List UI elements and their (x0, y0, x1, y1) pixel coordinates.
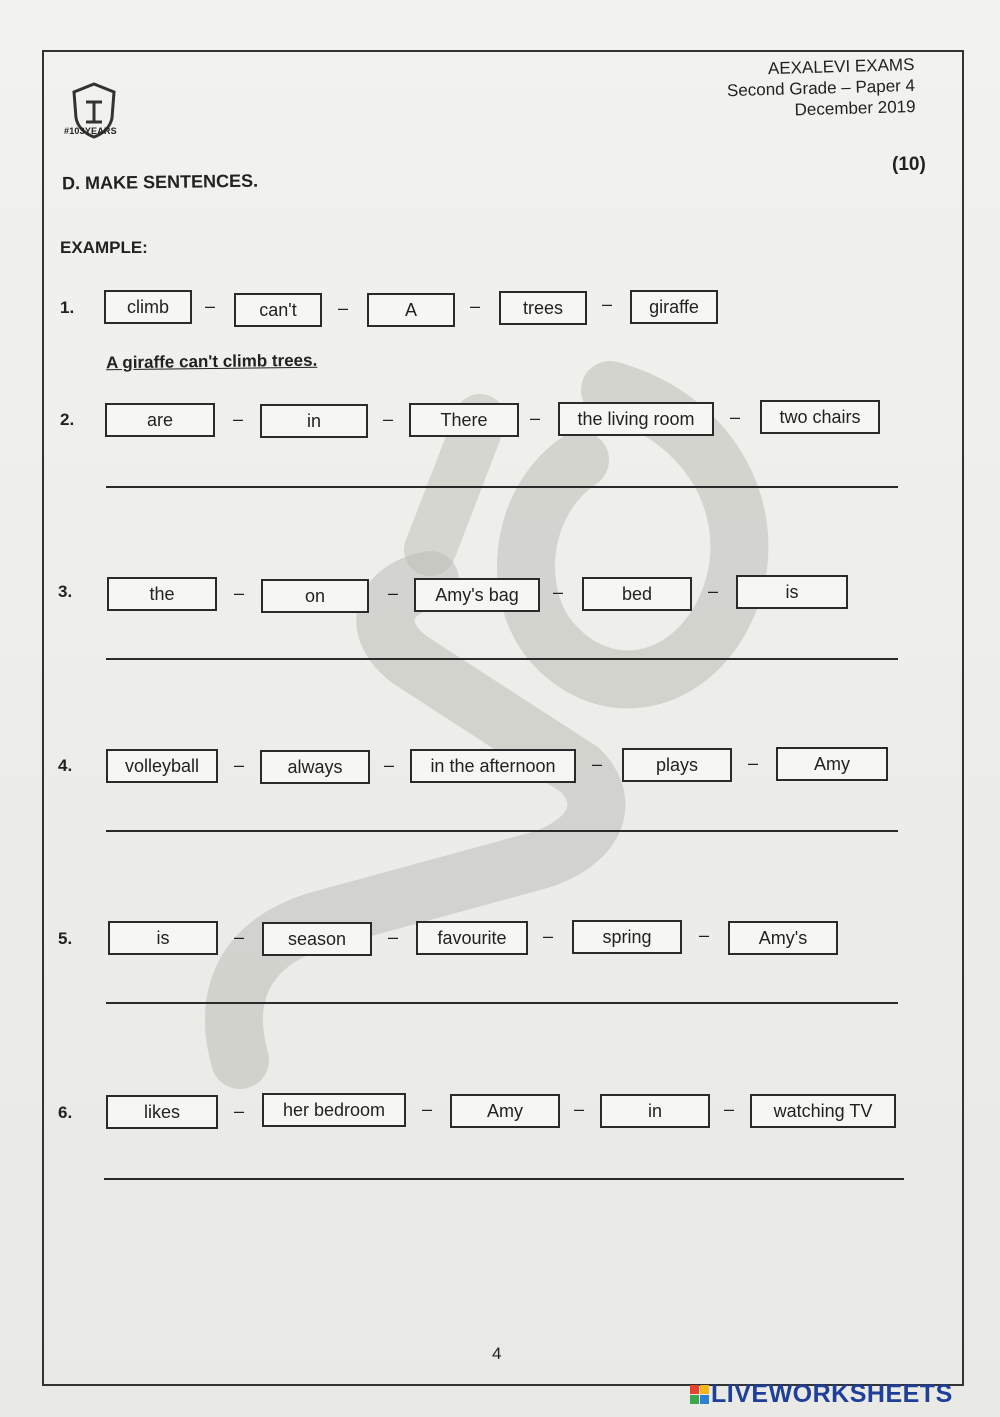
word-box[interactable]: are (105, 403, 215, 437)
example-answer: A giraffe can't climb trees. (105, 350, 318, 373)
word-box[interactable]: in (260, 404, 368, 438)
separator-dash: – (205, 296, 216, 316)
word-box[interactable]: the living room (558, 402, 714, 436)
word-box[interactable]: Amy (776, 747, 888, 781)
word-box[interactable]: watching TV (750, 1094, 896, 1128)
separator-dash: – (234, 583, 245, 603)
answer-line[interactable] (106, 658, 898, 660)
word-box[interactable]: the (107, 577, 217, 611)
separator-dash: – (234, 1101, 245, 1121)
separator-dash: – (388, 927, 399, 947)
page-border (42, 50, 964, 1386)
logo-text: #103YEARS (64, 126, 117, 136)
brand-logo (690, 1380, 953, 1409)
question-number: 4. (58, 756, 73, 775)
word-box[interactable]: climb (104, 290, 192, 324)
separator-dash: – (543, 926, 554, 946)
separator-dash: – (699, 925, 710, 945)
separator-dash: – (388, 583, 399, 603)
word-box[interactable]: There (409, 403, 519, 437)
word-box[interactable]: is (736, 575, 848, 609)
separator-dash: – (553, 582, 564, 602)
answer-line[interactable] (106, 1002, 898, 1004)
question-number: 5. (58, 929, 73, 948)
word-box[interactable]: volleyball (106, 749, 218, 783)
separator-dash: – (708, 581, 719, 601)
word-box[interactable]: plays (622, 748, 732, 782)
word-box[interactable]: Amy (450, 1094, 560, 1128)
liveworksheets-icon (690, 1385, 709, 1404)
question-number: 3. (58, 582, 73, 601)
word-box[interactable]: in (600, 1094, 710, 1128)
word-box[interactable]: two chairs (760, 400, 880, 434)
word-box[interactable]: favourite (416, 921, 528, 955)
separator-dash: – (574, 1099, 585, 1119)
section-title: D. MAKE SENTENCES. (61, 170, 259, 194)
separator-dash: – (234, 755, 245, 775)
word-box[interactable]: Amy's bag (414, 578, 540, 612)
word-box[interactable]: season (262, 922, 372, 956)
exam-header (726, 54, 916, 122)
separator-dash: – (724, 1099, 735, 1119)
question-number: 2. (60, 410, 75, 429)
separator-dash: – (592, 754, 603, 774)
separator-dash: – (748, 753, 759, 773)
example-label: EXAMPLE: (60, 238, 148, 257)
word-box[interactable]: likes (106, 1095, 218, 1129)
exam-paper: Second Grade – Paper 4 (726, 75, 916, 101)
page-number: 4 (492, 1344, 502, 1363)
word-box[interactable]: trees (499, 291, 587, 325)
separator-dash: – (383, 409, 394, 429)
word-box[interactable]: A (367, 293, 455, 327)
answer-line[interactable] (106, 830, 898, 832)
word-box[interactable]: in the afternoon (410, 749, 576, 783)
separator-dash: – (384, 755, 395, 775)
word-box[interactable]: is (108, 921, 218, 955)
question-number: 6. (58, 1103, 73, 1122)
question-number: 1. (60, 298, 75, 317)
word-box[interactable]: on (261, 579, 369, 613)
word-box[interactable]: spring (572, 920, 682, 954)
answer-line[interactable] (106, 486, 898, 488)
word-box[interactable]: Amy's (728, 921, 838, 955)
separator-dash: – (602, 294, 613, 314)
brand-text: LIVEWORKSHEETS (711, 1380, 953, 1408)
separator-dash: – (470, 296, 481, 316)
separator-dash: – (233, 409, 244, 429)
word-box[interactable]: can't (234, 293, 322, 327)
separator-dash: – (422, 1099, 433, 1119)
answer-line[interactable] (104, 1178, 904, 1180)
separator-dash: – (338, 298, 349, 318)
separator-dash: – (730, 407, 741, 427)
separator-dash: – (530, 408, 541, 428)
separator-dash: – (234, 927, 245, 947)
word-box[interactable]: always (260, 750, 370, 784)
word-box[interactable]: bed (582, 577, 692, 611)
exam-org: AEXALEVI EXAMS (767, 54, 915, 79)
word-box[interactable]: giraffe (630, 290, 718, 324)
exam-date: December 2019 (794, 96, 916, 120)
word-box[interactable]: her bedroom (262, 1093, 406, 1127)
section-points: (10) (892, 154, 926, 175)
